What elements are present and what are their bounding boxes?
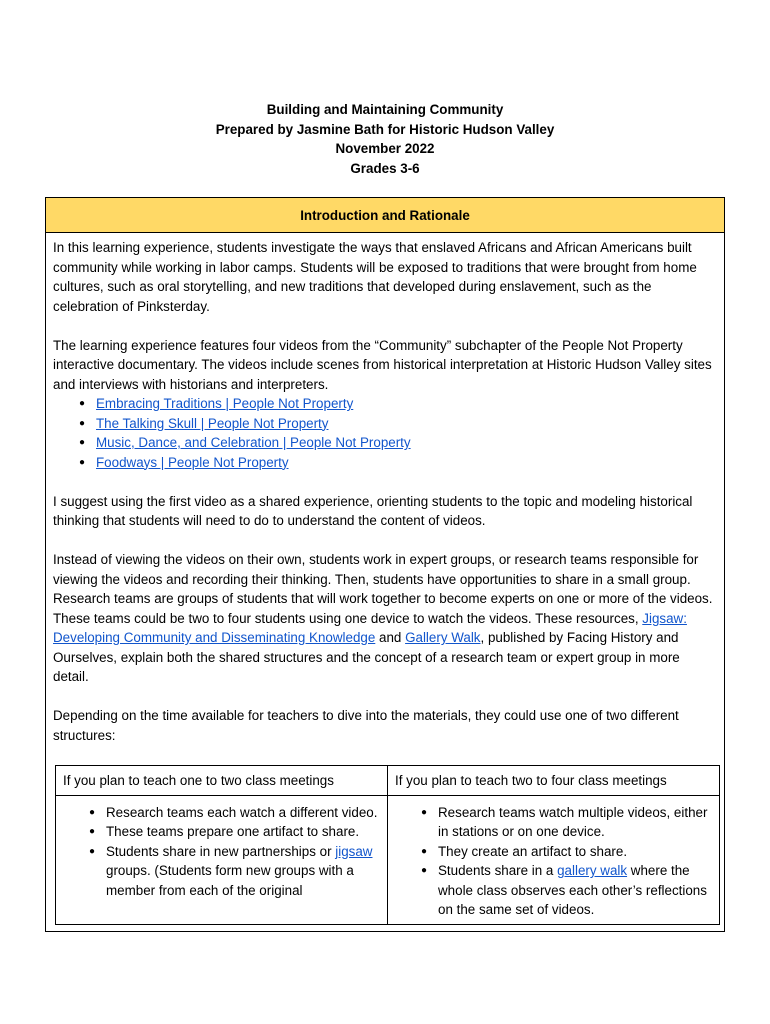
list-item xyxy=(89,842,380,901)
list-item-text: groups. (Students form new groups with a member from each of the original xyxy=(106,863,354,898)
list-item: ● Research teams each watch a different video. xyxy=(89,803,380,823)
paragraph-expert-groups xyxy=(53,550,717,687)
section-heading: Introduction and Rationale xyxy=(46,198,724,233)
list-item-text: Students share in new partnerships or xyxy=(106,843,336,859)
video-link-list xyxy=(53,394,717,472)
paragraph-videos: The learning experience features four videos from the “Community” subchapter of the People Not Property interactive documentary. The videos include scenes from historical interpretation at Historic Hudson Valley sites and interviews with historians and interpreters. xyxy=(53,337,712,392)
video-link-talking-skull[interactable]: The Talking Skull | People Not Property xyxy=(96,415,329,431)
plan-short-header: If you plan to teach one to two class meetings xyxy=(56,765,388,795)
gallery-walk-link[interactable]: gallery walk xyxy=(557,863,628,878)
list-item xyxy=(79,433,717,453)
document-grades: Grades 3-6 xyxy=(350,160,420,176)
plan-table xyxy=(55,765,720,925)
list-item: ● Research teams watch multiple videos, either in stations or on one device. xyxy=(421,803,712,842)
paragraph-text: Instead of viewing the videos on their own, students work in expert groups, or research teams responsible for viewing the videos and recording their thinking. Then, students have opportunities to share in a small group. Research teams are groups of students that will work together to become experts on one or more of the videos. These teams could be two to four students using one device to watch the videos. These resources, xyxy=(53,552,713,626)
list-item: ● They create an artifact to share. xyxy=(421,842,712,862)
paragraph-structures: Depending on the time available for teachers to dive into the materials, they could use one of two different structures: xyxy=(53,708,679,743)
list-item xyxy=(79,453,717,473)
document-title: Building and Maintaining Community xyxy=(266,102,504,117)
video-link-foodways[interactable]: Foodways | People Not Property xyxy=(96,454,289,470)
plan-long-header: If you plan to teach two to four class meetings xyxy=(388,765,720,795)
list-item xyxy=(421,861,712,920)
document-author: Prepared by Jasmine Bath for Historic Hudson Valley xyxy=(215,121,555,137)
list-item: ● These teams prepare one artifact to share. xyxy=(89,822,380,842)
jigsaw-link[interactable]: jigsaw xyxy=(335,843,373,859)
introduction-section xyxy=(45,197,725,932)
paragraph-text: , published by Facing History and Ourselves, explain both the shared structures and the concept of a research team or expert group in more detail. xyxy=(53,630,680,684)
paragraph-intro: In this learning experience, students investigate the ways that enslaved Africans and African Americans built community while working in labor camps. Students will be exposed to traditions that were brought from home cultures, such as oral storytelling, and new traditions that developed during enslavement, such as the celebration of Pinksterday. xyxy=(53,240,697,314)
document-date: November 2022 xyxy=(335,141,435,156)
video-link-embracing-traditions[interactable]: Embracing Traditions | People Not Property xyxy=(96,396,354,411)
gallery-walk-resource-link[interactable]: Gallery Walk xyxy=(405,630,481,645)
table-header-row xyxy=(56,765,720,795)
section-body xyxy=(46,233,724,925)
list-item xyxy=(79,414,717,434)
list-item-text: where the whole class observes each other’s reflections on the same set of videos. xyxy=(438,863,707,917)
jigsaw-resource-link[interactable]: Jigsaw: Developing Community and Disseminating Knowledge xyxy=(53,610,687,645)
document-header xyxy=(0,100,770,178)
list-item xyxy=(79,394,717,414)
paragraph-suggestion: I suggest using the first video as a shared experience, orienting students to the topic and modeling historical thinking that students will need to do to understand the content of videos. xyxy=(53,493,693,528)
plan-long-cell xyxy=(388,795,720,924)
plan-short-cell xyxy=(56,795,388,924)
video-link-music-dance[interactable]: Music, Dance, and Celebration | People Not Property xyxy=(96,435,411,450)
paragraph-text: and xyxy=(375,630,406,645)
plan-short-list xyxy=(63,803,380,901)
table-row xyxy=(56,795,720,924)
plan-long-list xyxy=(395,803,712,920)
list-item-text: Students share in a xyxy=(438,863,558,878)
